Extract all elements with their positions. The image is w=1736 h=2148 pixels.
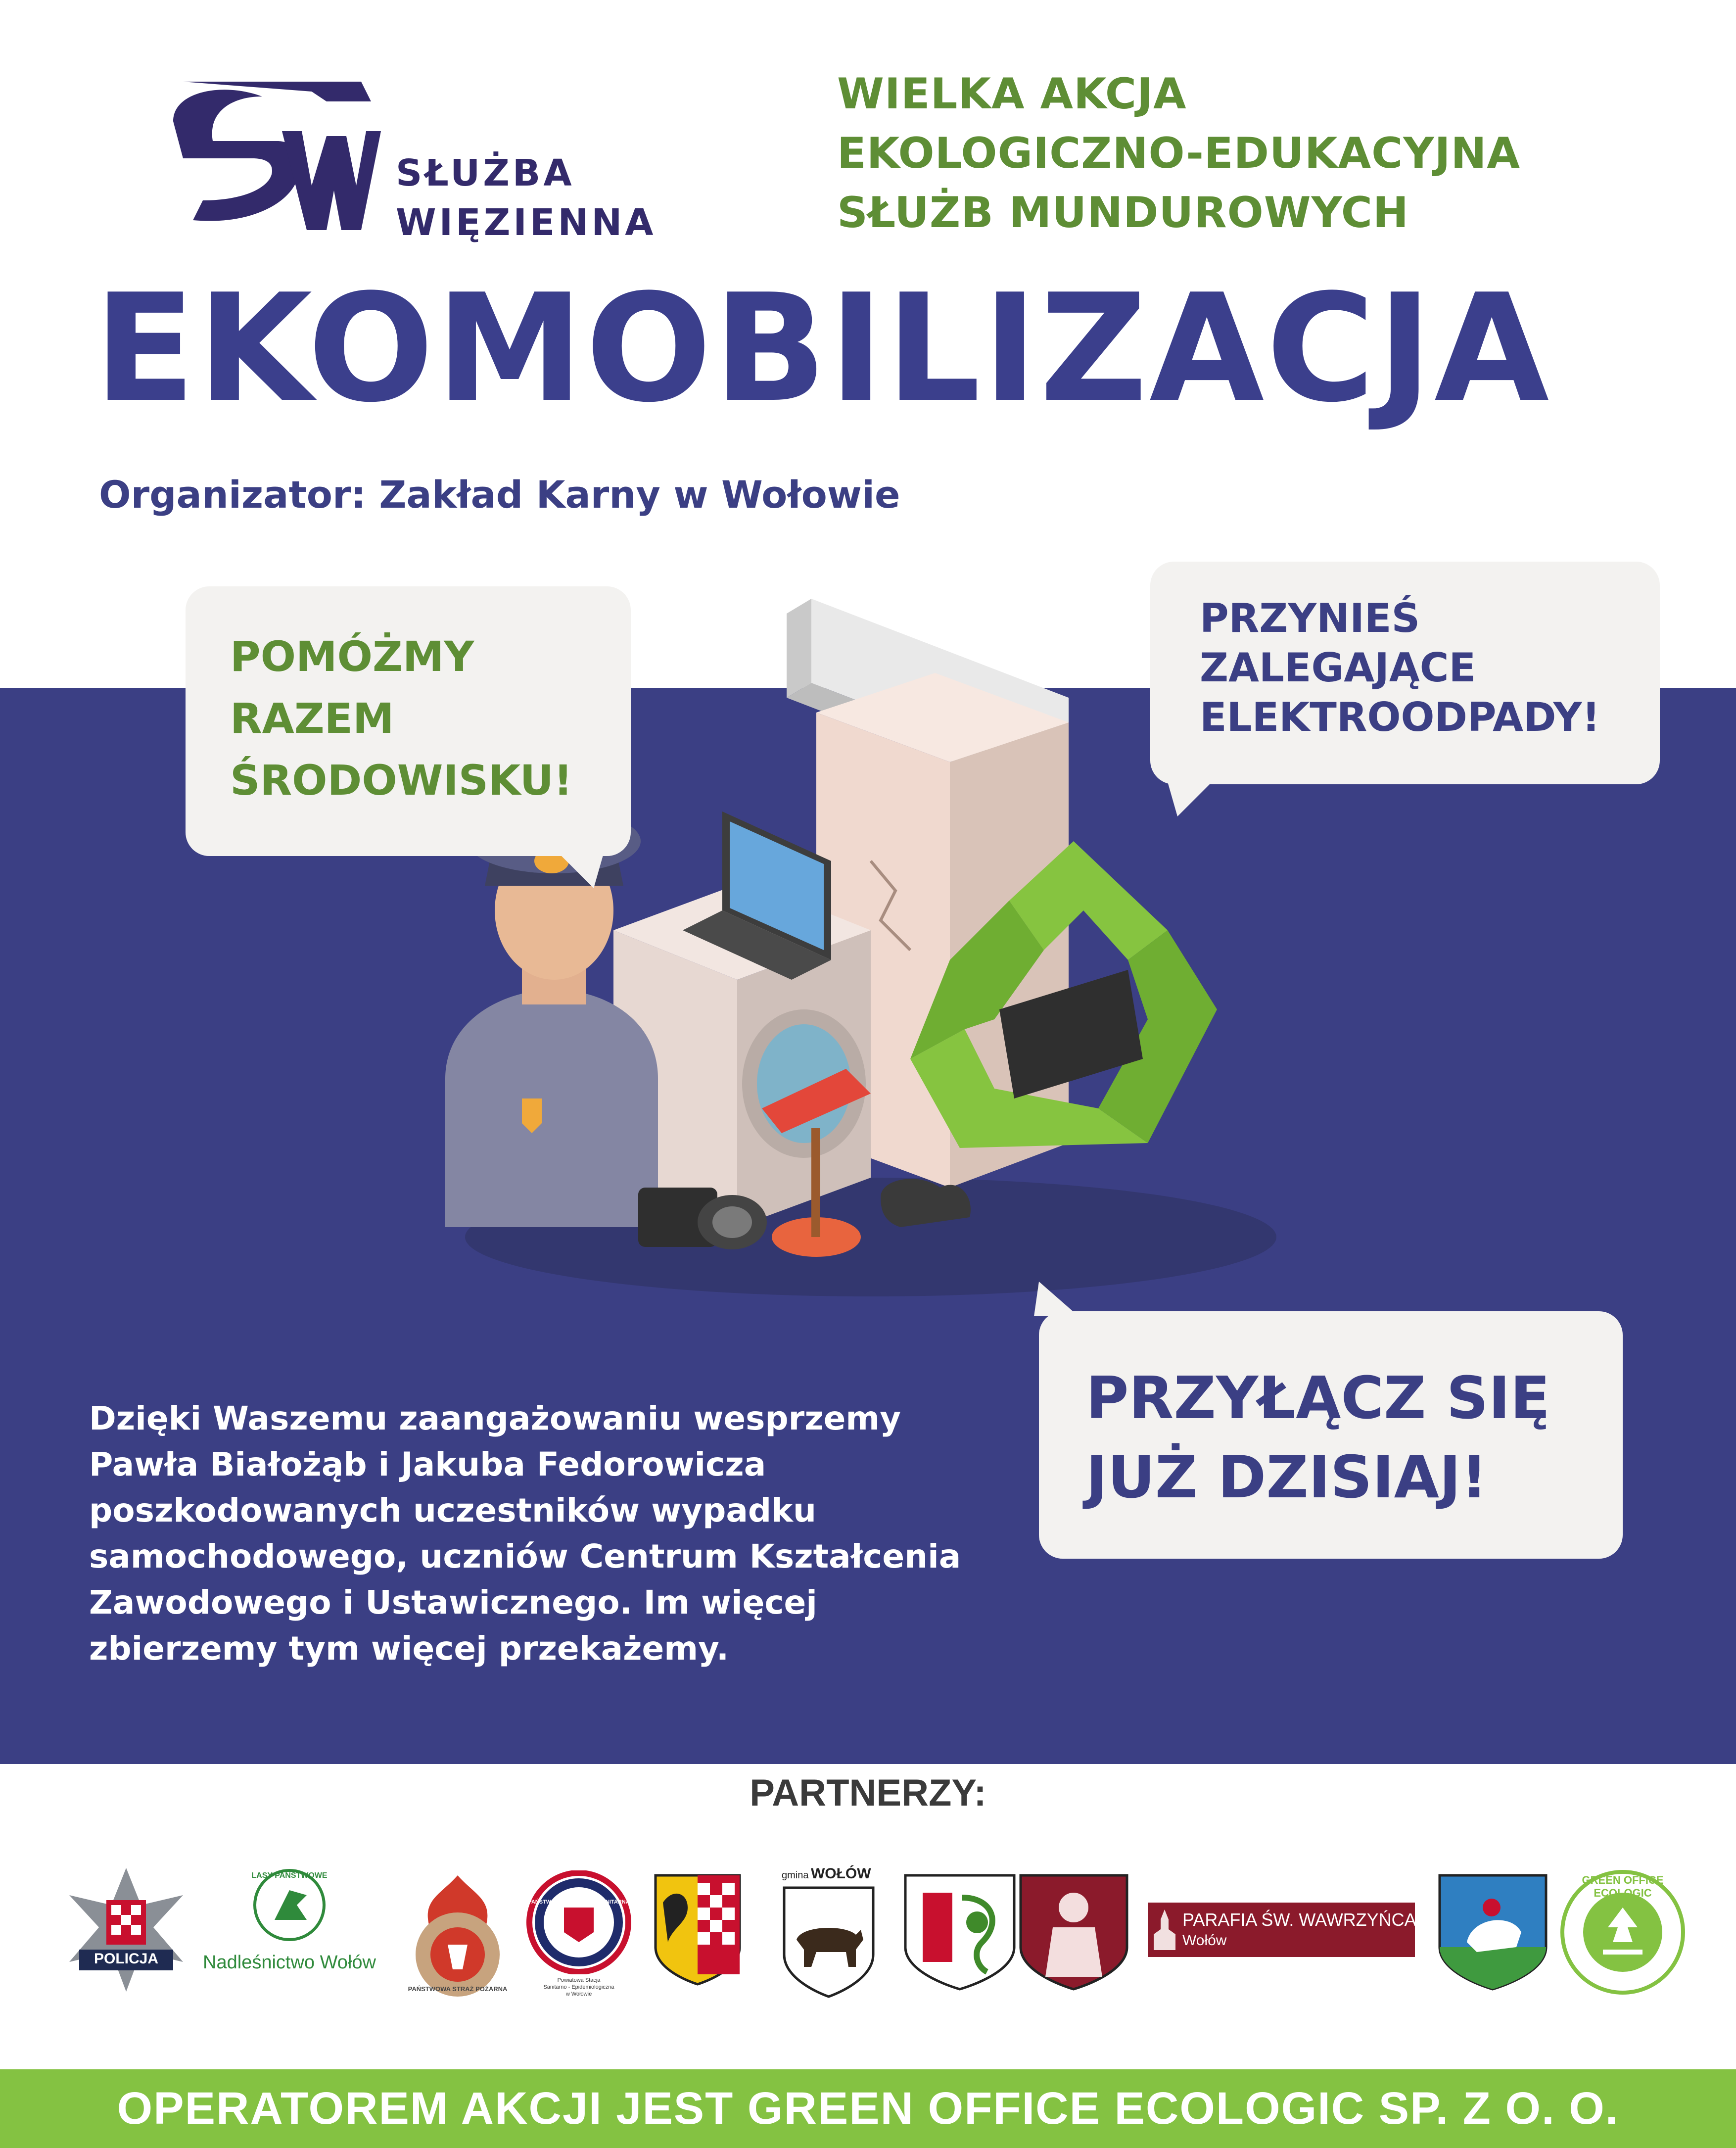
campaign-heading-line2: EKOLOGICZNO-EDUKACYJNA bbox=[837, 129, 1520, 178]
bubble-help-environment bbox=[186, 586, 631, 856]
gmina-small-label: gmina bbox=[782, 1870, 809, 1881]
guard-figure-icon bbox=[445, 809, 658, 1227]
bubble-left-tail bbox=[559, 854, 604, 888]
campaign-heading-line3: SŁUŻB MUNDUROWYCH bbox=[837, 188, 1409, 238]
bubble-cta-line2: JUŻ DZISIAJ! bbox=[1086, 1443, 1488, 1511]
description-line3: poszkodowanych uczestników wypadku bbox=[89, 1491, 816, 1529]
organization-name bbox=[396, 148, 657, 247]
parish-saint-coat-of-arms-icon bbox=[1018, 1873, 1129, 1992]
bubble-cta-line1: PRZYŁĄCZ SIĘ bbox=[1086, 1364, 1550, 1432]
description-line4: samochodowego, uczniów Centrum Kształcenia bbox=[89, 1537, 961, 1575]
parish-name: PARAFIA ŚW. WAWRZYŃCA bbox=[1182, 1909, 1416, 1930]
organizer-text: Organizator: Zakład Karny w Wołowie bbox=[99, 473, 900, 517]
bubble-bring-ewaste-text bbox=[1200, 594, 1600, 742]
sanitary-caption-line1: Powiatowa Stacja bbox=[557, 1977, 601, 1983]
parish-town: Wołów bbox=[1182, 1932, 1227, 1949]
sluzba-wiezienna-logo bbox=[163, 62, 381, 245]
church-icon bbox=[1154, 1909, 1175, 1950]
green-office-ring-text: GREEN OFFICE ECOLOGIC bbox=[1582, 1874, 1664, 1899]
bubble-right-line3: ELEKTROODPADY! bbox=[1200, 694, 1600, 740]
gmina-label bbox=[782, 1865, 871, 1882]
bubble-left-line3: ŚRODOWISKU! bbox=[230, 756, 573, 805]
police-star-icon bbox=[59, 1865, 193, 1994]
green-office-ecologic-logo bbox=[1558, 1868, 1687, 1997]
campaign-heading bbox=[837, 64, 1520, 242]
footer-band bbox=[0, 2069, 1736, 2148]
bubble-right-line2: ZALEGAJĄCE bbox=[1200, 645, 1476, 691]
bubble-join-today bbox=[1039, 1311, 1623, 1559]
sanitary-caption bbox=[524, 1977, 633, 1998]
bubble-bring-ewaste bbox=[1150, 562, 1660, 784]
sanitary-inspection-logo bbox=[524, 1870, 633, 2014]
sanitary-caption-line2: Sanitarno - Epidemiologiczna bbox=[543, 1984, 614, 1990]
forest-ring-text: LASY PAŃSTWOWE bbox=[251, 1871, 328, 1880]
fire-service-logo bbox=[401, 1870, 515, 2004]
forest-district-label: Nadleśnictwo Wołów bbox=[203, 1952, 376, 1973]
sanitary-eagle-icon bbox=[524, 1870, 633, 1974]
bubble-help-environment-text bbox=[230, 626, 572, 811]
fire-badge-icon bbox=[401, 1870, 515, 2004]
county-coat-of-arms-icon bbox=[653, 1873, 742, 1987]
campaign-description bbox=[89, 1395, 1029, 1671]
description-line6: zbierzemy tym więcej przekażemy. bbox=[89, 1629, 729, 1668]
main-title: EKOMOBILIZACJA bbox=[94, 262, 1551, 435]
gmina-big-label: WOŁÓW bbox=[810, 1865, 871, 1882]
sanitary-caption-line3: w Wołowie bbox=[565, 1991, 592, 1997]
footer-operator-text: OPERATOREM AKCJI JEST GREEN OFFICE ECOLOGIC SP. Z O. O. bbox=[117, 2083, 1619, 2134]
organization-name-line2: WIĘZIENNA bbox=[396, 201, 657, 244]
police-label: POLICJA bbox=[94, 1951, 159, 1967]
bubble-join-today-text bbox=[1086, 1358, 1550, 1517]
forest-district-logo bbox=[183, 1865, 396, 1994]
description-line5: Zawodowego i Ustawicznego. Im więcej bbox=[89, 1583, 817, 1622]
parish-logo bbox=[1148, 1903, 1415, 1957]
police-logo bbox=[59, 1865, 193, 1994]
bubble-right-tail bbox=[1168, 782, 1212, 816]
ox-coat-of-arms-icon bbox=[782, 1885, 876, 1999]
description-line1: Dzięki Waszemu zaangażowaniu wesprzemy bbox=[89, 1399, 901, 1437]
gmina-wolow-logo bbox=[782, 1865, 876, 1999]
bubble-left-line1: POMÓŻMY bbox=[230, 632, 474, 681]
partners-heading: PARTNERZY: bbox=[750, 1772, 986, 1814]
fire-ring-text: PAŃSTWOWA STRAŻ POŻARNA bbox=[408, 1985, 508, 1993]
sanitary-ring-text: PAŃSTWOWA INSPEKCJA SANITARNA bbox=[528, 1899, 630, 1905]
bubble-left-line2: RAZEM bbox=[230, 694, 394, 743]
town-coat-of-arms-icon bbox=[903, 1873, 1017, 1992]
bubble-right-line1: PRZYNIEŚ bbox=[1200, 595, 1420, 641]
saint-george-coat-of-arms-icon bbox=[1437, 1873, 1548, 1992]
campaign-heading-line1: WIELKA AKCJA bbox=[837, 69, 1187, 119]
description-line2: Pawła Białożąb i Jakuba Fedorowicza bbox=[89, 1445, 766, 1483]
organization-name-line1: SŁUŻBA bbox=[396, 152, 575, 194]
